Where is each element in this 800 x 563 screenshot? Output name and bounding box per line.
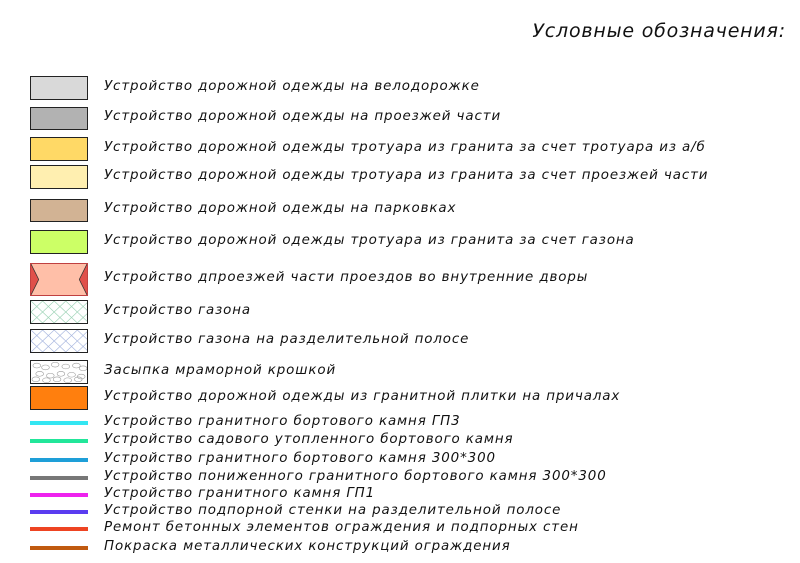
legend-item-label: Устройство дорожной одежды из гранитной плитки на причалах bbox=[104, 389, 621, 404]
legend-item-label: Устройство подпорной стенки на разделительной полосе bbox=[104, 503, 562, 518]
legend-swatch bbox=[30, 165, 88, 189]
legend-swatch bbox=[30, 137, 88, 161]
legend-swatch bbox=[30, 360, 88, 384]
legend-item-label: Устройство гранитного бортового камня 300*300 bbox=[104, 451, 496, 466]
legend-line-swatch bbox=[30, 510, 88, 514]
legend-swatch bbox=[30, 230, 88, 254]
legend-item-label: Устройство газона bbox=[104, 303, 252, 318]
legend-item-label: Ремонт бетонных элементов ограждения и подпорных стен bbox=[104, 520, 579, 535]
legend-line-swatch bbox=[30, 493, 88, 497]
legend-swatch bbox=[30, 300, 88, 324]
legend-swatch bbox=[30, 329, 88, 353]
legend-item-label: Устройство дпроезжей части проездов во внутренние дворы bbox=[104, 270, 589, 285]
legend-swatch bbox=[30, 76, 88, 100]
legend-line-swatch bbox=[30, 421, 88, 425]
legend-item-label: Покраска металлических конструкций ограждения bbox=[104, 539, 511, 554]
legend-item-label: Устройство дорожной одежды на велодорожке bbox=[104, 79, 480, 94]
legend-swatch bbox=[30, 386, 88, 410]
legend-line-swatch bbox=[30, 527, 88, 531]
legend-line-swatch bbox=[30, 546, 88, 550]
legend-line-swatch bbox=[30, 439, 88, 443]
legend-line-swatch bbox=[30, 458, 88, 462]
legend-swatch bbox=[30, 263, 88, 296]
legend-item-label: Засыпка мраморной крошкой bbox=[104, 363, 337, 378]
legend-item-label: Устройство дорожной одежды на парковках bbox=[104, 201, 457, 216]
legend-item-label: Устройство дорожной одежды на проезжей части bbox=[104, 109, 502, 124]
legend-line-swatch bbox=[30, 476, 88, 480]
legend-item-label: Устройство дорожной одежды тротуара из гранита за счет тротуара из а/б bbox=[104, 140, 706, 155]
legend-item-label: Устройство гранитного камня ГП1 bbox=[104, 486, 376, 501]
legend-item-label: Устройство дорожной одежды тротуара из гранита за счет проезжей части bbox=[104, 168, 709, 183]
legend-title: Условные обозначения: bbox=[532, 20, 786, 42]
legend-swatch bbox=[30, 107, 88, 130]
legend-item-label: Устройство пониженного гранитного бортового камня 300*300 bbox=[104, 469, 607, 484]
legend-item-label: Устройство газона на разделительной полосе bbox=[104, 332, 470, 347]
legend-swatch bbox=[30, 199, 88, 222]
legend-item-label: Устройство гранитного бортового камня ГП3 bbox=[104, 414, 461, 429]
legend-item-label: Устройство садового утопленного бортового камня bbox=[104, 432, 514, 447]
legend-item-label: Устройство дорожной одежды тротуара из гранита за счет газона bbox=[104, 233, 635, 248]
